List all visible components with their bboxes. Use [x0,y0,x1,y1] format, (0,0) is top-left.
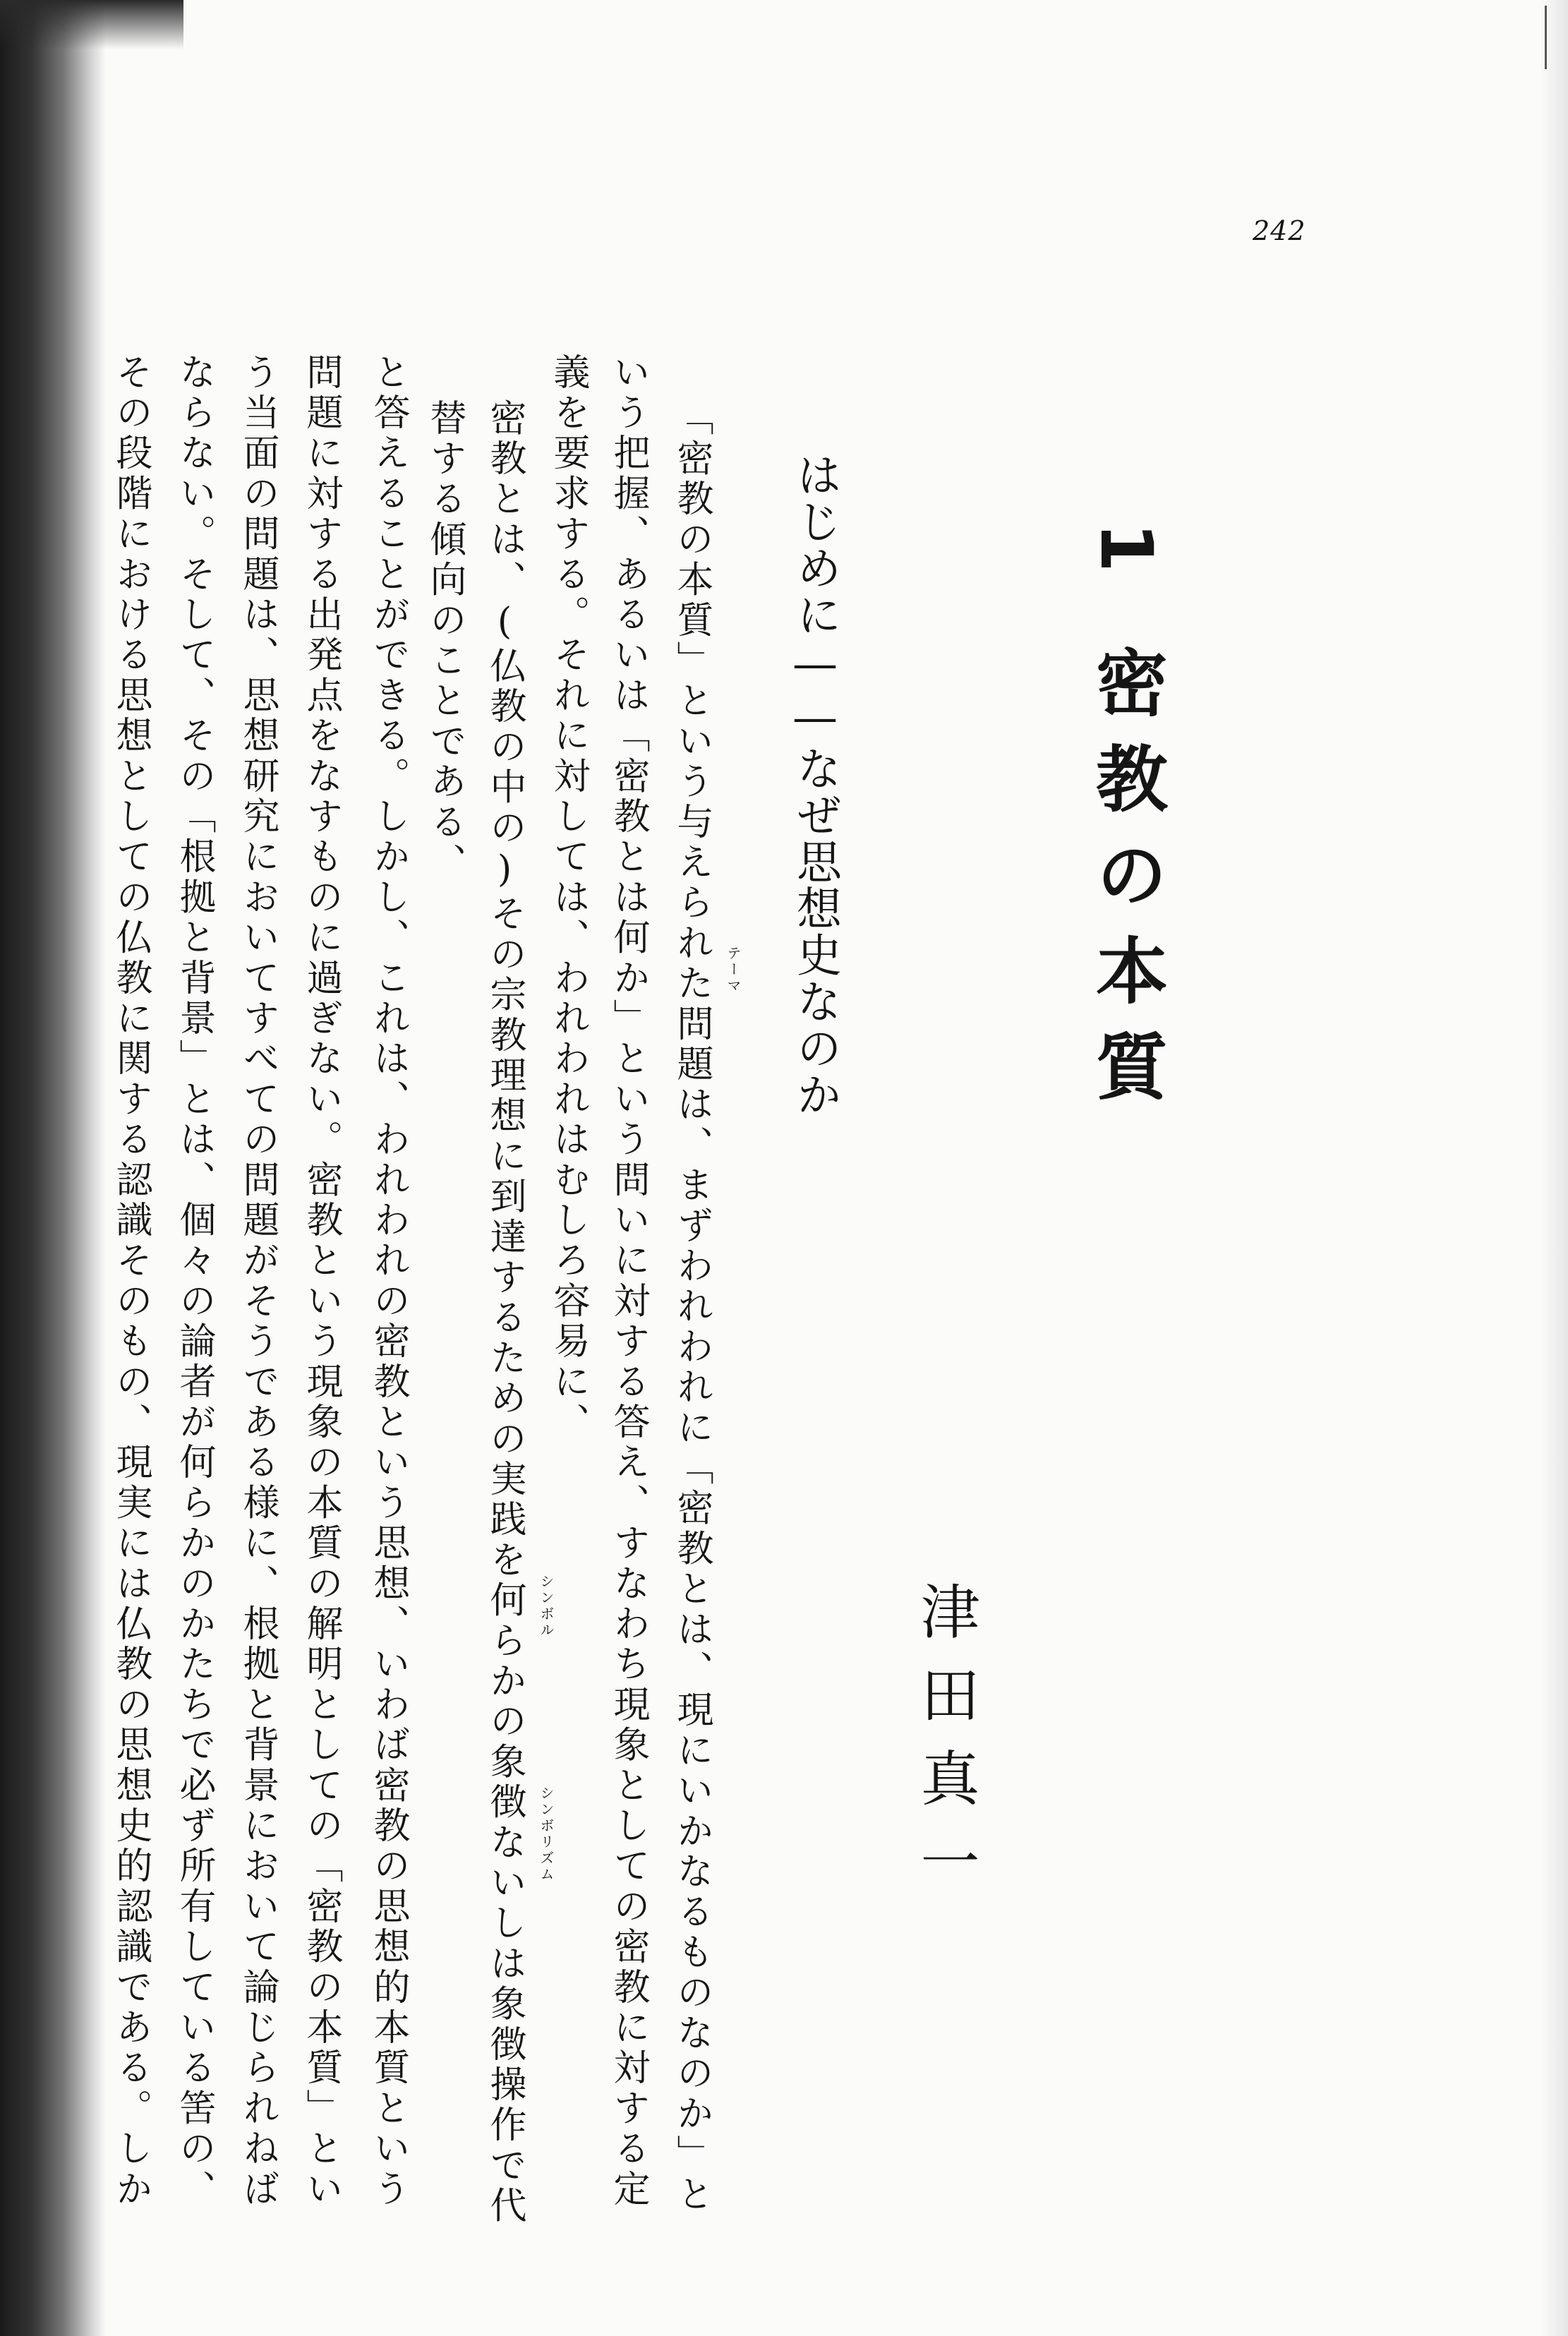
body-column-10: その段階における思想としての仏教に関する認識そのもの、現実には仏教の思想史的認識である。しか [109,353,152,2210]
ruby-symbolism: シンボリズム [538,1786,555,1883]
body-column-1: 「密教の本質」という与えられた問題は、まずわれわれに「密教とは、現にいかなるものなのか」と [670,399,713,2215]
body-column-7: 問題に対する出発点をなすものに過ぎない。密教という現象の本質の解明としての「密教の本質」とい [300,353,342,2210]
ruby-symbol: シンボル [538,1574,555,1639]
body-column-4: 密教とは、(仏教の中の)その宗教理想に到達するための実践を何らかの象徴ないしは象徴操作で代 [483,399,526,2227]
author-name: 津田真一 [911,1581,980,1914]
binding-shadow-top [0,0,183,49]
body-column-8: う当面の問題は、思想研究においてすべての問題がそうである様に、根拠と背景において論じられねば [236,353,279,2210]
binding-shadow [0,0,106,2336]
body-column-9: ならない。そして、その「根拠と背景」とは、個々の論者が何らかのかたちで必ず所有している筈の、 [173,353,215,2210]
chapter-number: 1 [1084,522,1168,596]
body-column-2: いう把握、あるいは「密教とは何か」という問いに対する答え、すなわち現象としての密教に対する定 [607,353,649,2210]
page-number: 242 [1253,215,1306,246]
chapter-title-text: 密教の本質 [1084,645,1168,1126]
body-column-6: と答えることができる。しかし、これは、われわれの密教という思想、いわば密教の思想的本質という [367,353,409,2210]
ruby-theme: テーマ [725,946,742,994]
edge-mark [1545,6,1547,69]
body-column-3: 義を要求する。それに対しては、われわれはむしろ容易に、 [547,353,589,1443]
chapter-title [1083,522,1168,1126]
body-column-5: 替する傾向のことである、 [423,399,466,884]
page-right-edge [1540,0,1568,2336]
section-heading: はじめに——なぜ思想史なのか [789,452,841,1118]
